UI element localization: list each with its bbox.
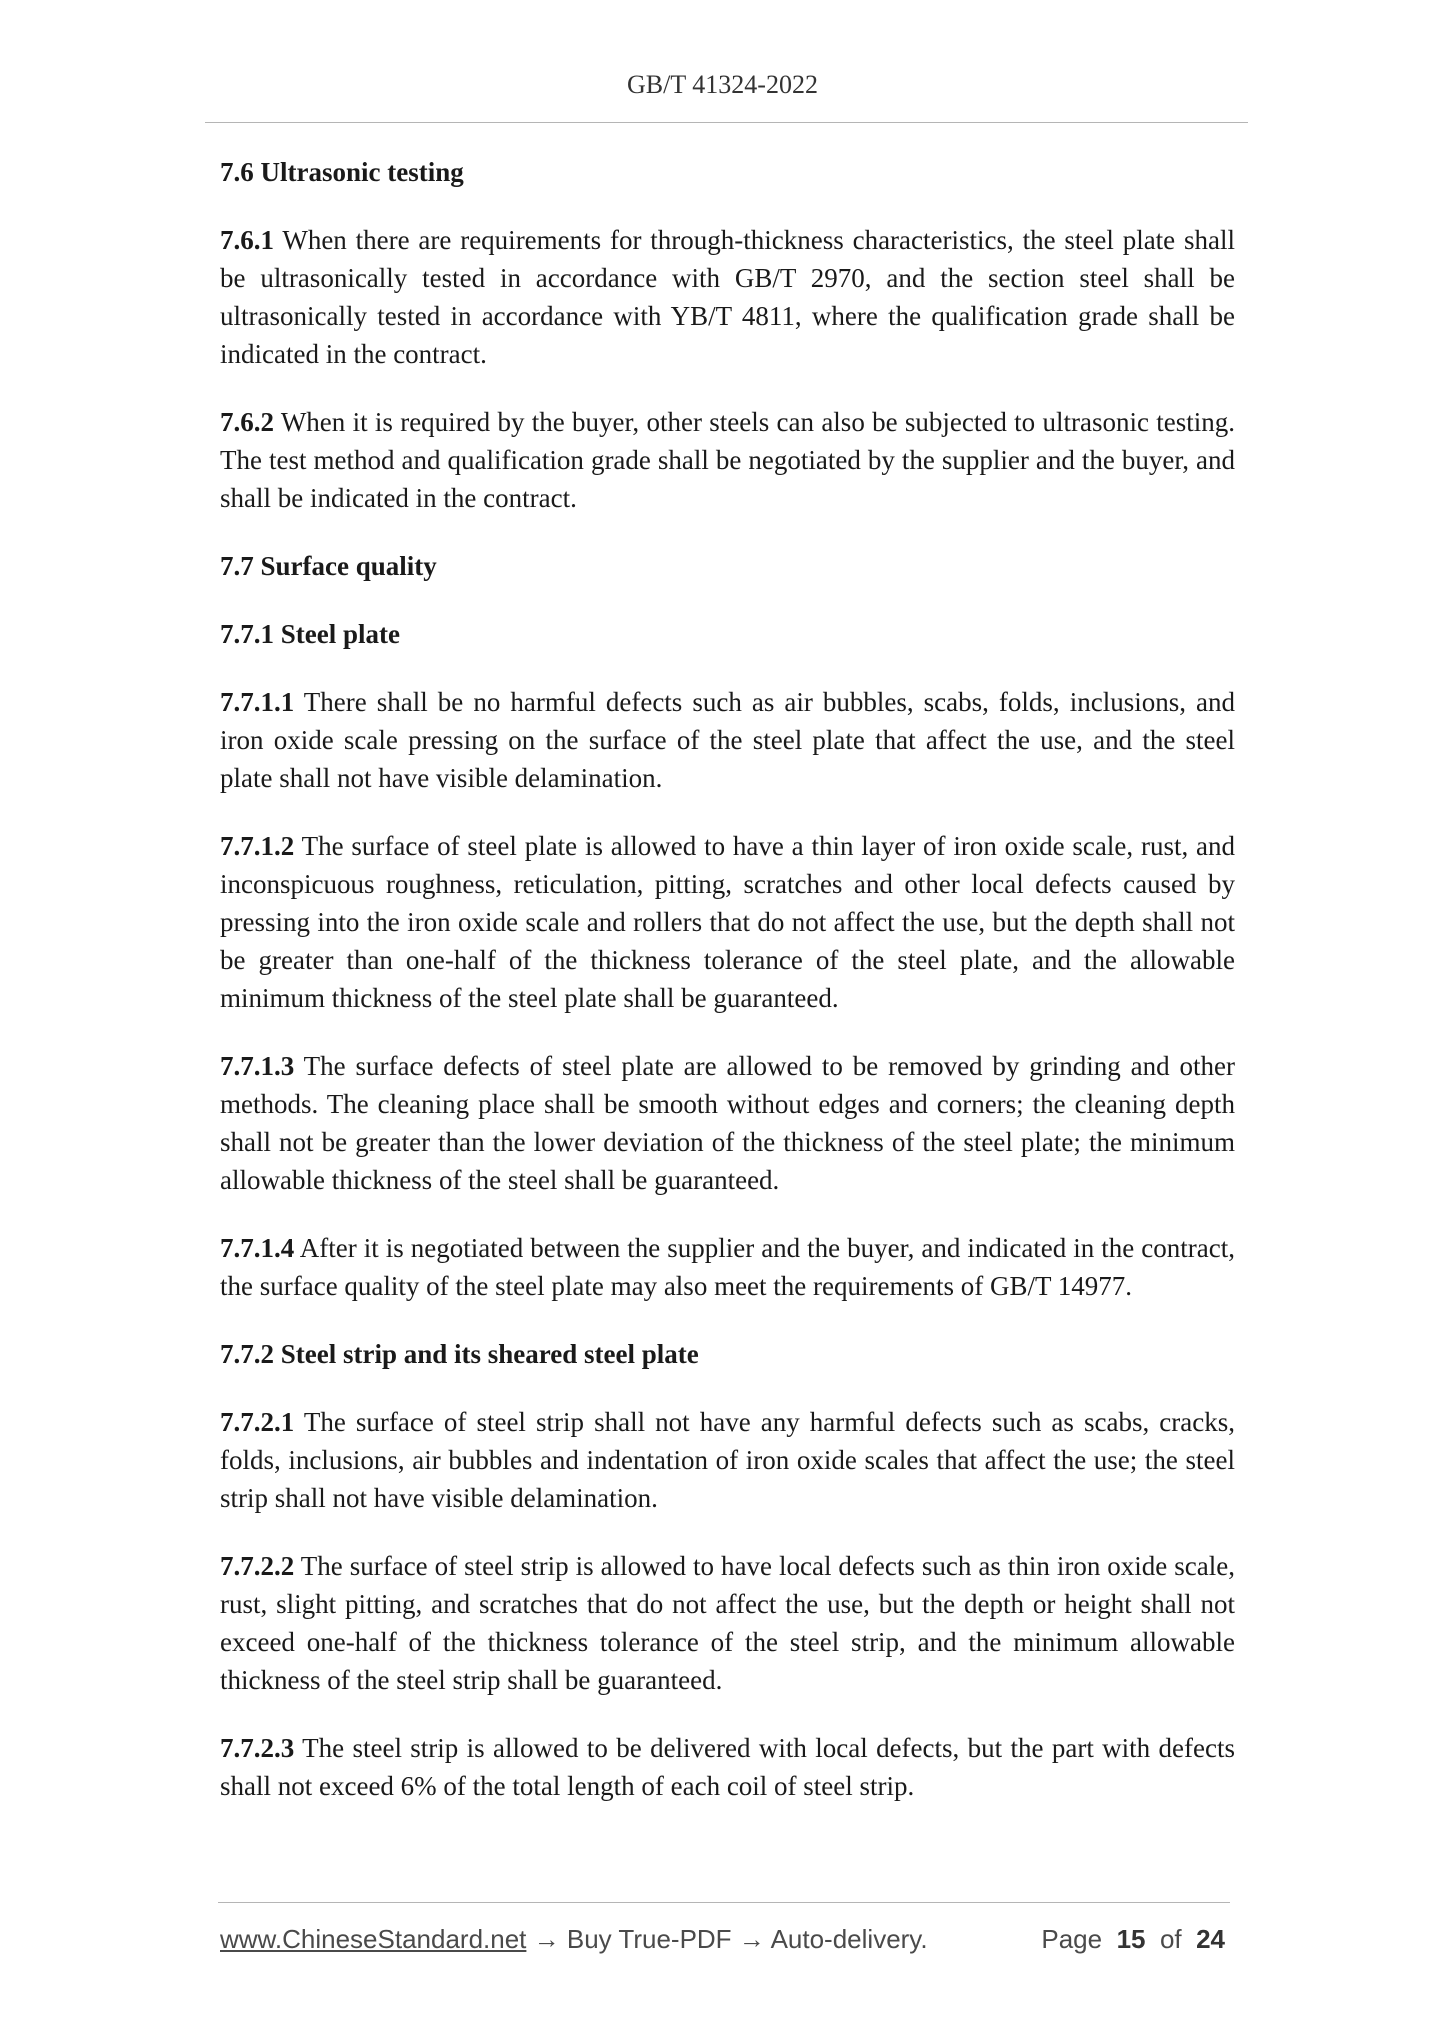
paragraph: [220, 683, 1235, 797]
paragraph-text: After it is negotiated between the supplier and the buyer, and indicated in the contract, the surface quality of the steel plate may also meet the requirements of GB/T 14977.: [220, 1233, 1235, 1301]
total-pages-number: 24: [1196, 1924, 1225, 1954]
paragraph: [220, 827, 1235, 1017]
footer-promo: [220, 1924, 928, 1955]
page-footer: [220, 1924, 1225, 1958]
of-label: of: [1159, 1924, 1182, 1954]
current-page-number: 15: [1116, 1924, 1146, 1954]
section-heading: 7.7 Surface quality: [220, 551, 437, 581]
paragraph: [220, 1729, 1235, 1805]
paragraph: [220, 1047, 1235, 1199]
paragraph-text: When there are requirements for through-thickness characteristics, the steel plate shall be ultrasonically tested in accordance with GB/T 2970, and the section steel shall be ultrasonically tested in accordance with YB/T 4811, where the qualification grade shall be indicated in the contract.: [220, 225, 1235, 369]
section-heading: 7.6 Ultrasonic testing: [220, 157, 464, 187]
header-divider: [205, 122, 1248, 123]
paragraph-text: The surface defects of steel plate are allowed to be removed by grinding and other methods. The cleaning place shall be smooth without edges and corners; the cleaning depth shall not be greater than the lower deviation of the thickness of the steel plate; the minimum allowable thickness of the steel shall be guaranteed.: [220, 1051, 1235, 1195]
paragraph-text: There shall be no harmful defects such as air bubbles, scabs, folds, inclusions, and iron oxide scale pressing on the surface of the steel plate that affect the use, and the steel plate shall not have visible delamination.: [220, 687, 1235, 793]
document-code: GB/T 41324-2022: [627, 70, 818, 99]
paragraph-text: When it is required by the buyer, other steels can also be subjected to ultrasonic testing. The test method and qualification grade shall be negotiated by the supplier and the buyer, and shall be indicated in the contract.: [220, 407, 1235, 513]
document-body: [220, 153, 1235, 1835]
clause-number: 7.7.1.3: [220, 1051, 295, 1081]
page-label: Page: [1041, 1924, 1103, 1954]
paragraph: [220, 1403, 1235, 1517]
page-indicator: [1041, 1924, 1225, 1955]
paragraph-text: The steel strip is allowed to be delivered with local defects, but the part with defects shall not exceed 6% of the total length of each coil of steel strip.: [220, 1733, 1235, 1801]
clause-number: 7.6.2: [220, 407, 274, 437]
paragraph: [220, 1547, 1235, 1699]
clause-number: 7.7.1.2: [220, 831, 295, 861]
website-link[interactable]: www.ChineseStandard.net: [220, 1924, 527, 1954]
clause-number: 7.7.2.3: [220, 1733, 295, 1763]
paragraph: [220, 403, 1235, 517]
clause-number: 7.6.1: [220, 225, 274, 255]
clause-number: 7.7.2.1: [220, 1407, 295, 1437]
clause-number: 7.7.2.2: [220, 1551, 295, 1581]
paragraph-text: The surface of steel strip is allowed to have local defects such as thin iron oxide scale, rust, slight pitting, and scratches that do not affect the use, but the depth or height shall not exceed one-half of the thickness tolerance of the steel strip, and the minimum allowable thickness of the steel strip shall be guaranteed.: [220, 1551, 1235, 1695]
paragraph-text: The surface of steel plate is allowed to have a thin layer of iron oxide scale, rust, and inconspicuous roughness, reticulation, pitting, scratches and other local defects caused by pressing into the iron oxide scale and rollers that do not affect the use, but the depth shall not be greater than one-half of the thickness tolerance of the steel plate, and the allowable minimum thickness of the steel plate shall be guaranteed.: [220, 831, 1235, 1013]
paragraph: [220, 1229, 1235, 1305]
paragraph-text: The surface of steel strip shall not have any harmful defects such as scabs, cracks, folds, inclusions, air bubbles and indentation of iron oxide scales that affect the use; the steel strip shall not have visible delamination.: [220, 1407, 1235, 1513]
clause-number: 7.7.1.4: [220, 1233, 295, 1263]
clause-number: 7.7.1.1: [220, 687, 295, 717]
subsection-heading: 7.7.2 Steel strip and its sheared steel plate: [220, 1339, 699, 1369]
paragraph: [220, 221, 1235, 373]
footer-tagline: → Buy True-PDF → Auto-delivery.: [526, 1924, 928, 1954]
subsection-heading: 7.7.1 Steel plate: [220, 619, 400, 649]
footer-divider: [218, 1902, 1230, 1903]
